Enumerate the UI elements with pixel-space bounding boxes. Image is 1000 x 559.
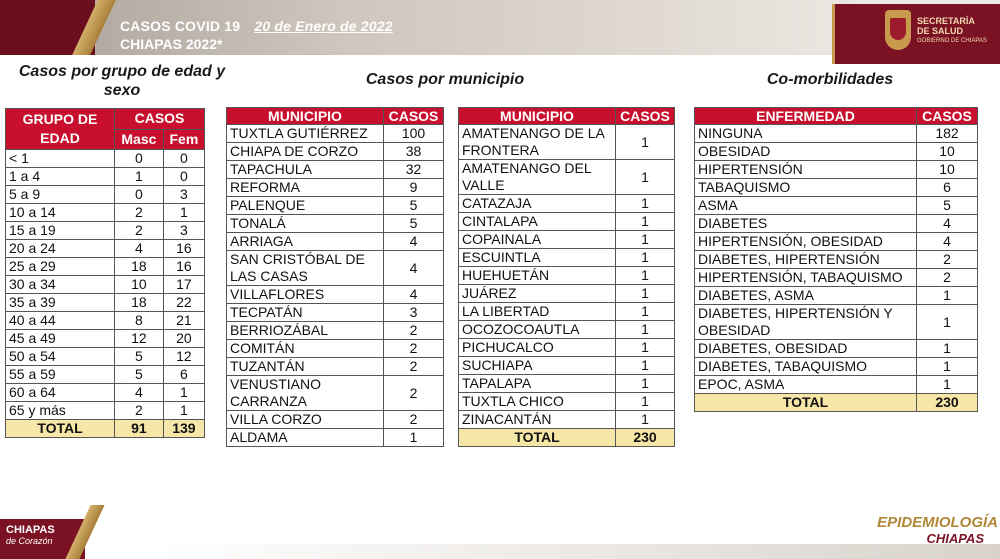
municipio-row-cases: 1 (616, 213, 675, 231)
age-group-cell: 25 a 29 (6, 258, 115, 276)
age-group-cell: 65 y más (6, 402, 115, 420)
municipio-row-name: CINTALAPA (459, 213, 616, 231)
municipio-row-name: ZINACANTÁN (459, 411, 616, 429)
age-fem-cell: 16 (163, 240, 204, 258)
comorb-row-name: DIABETES, TABAQUISMO (695, 358, 917, 376)
municipio-row-cases: 100 (384, 125, 444, 143)
comorb-row (695, 376, 978, 394)
age-group-cell: 50 a 54 (6, 348, 115, 366)
municipio-row-name: COPAINALA (459, 231, 616, 249)
epidemiologia-logo (828, 514, 998, 546)
comorb-row-name: OBESIDAD (695, 143, 917, 161)
age-fem-cell: 12 (163, 348, 204, 366)
comorb-row-cases: 1 (917, 376, 978, 394)
comorb-row-name: HIPERTENSIÓN, OBESIDAD (695, 233, 917, 251)
municipio-row-cases: 1 (384, 429, 444, 447)
age-row (6, 222, 205, 240)
logo-line2: DE SALUD (917, 26, 964, 36)
age-masc-cell: 8 (115, 312, 164, 330)
municipio-row-cases: 1 (616, 339, 675, 357)
comorb-row-cases: 2 (917, 251, 978, 269)
age-row (6, 294, 205, 312)
municipio-row-name: TAPALAPA (459, 375, 616, 393)
age-fem-cell: 3 (163, 222, 204, 240)
comorb-row (695, 125, 978, 143)
comorb-row-cases: 1 (917, 305, 978, 340)
age-header-female: Fem (163, 129, 204, 150)
municipio-row (227, 358, 444, 376)
comorb-row-cases: 4 (917, 233, 978, 251)
age-masc-cell: 0 (115, 150, 164, 168)
age-row (6, 366, 205, 384)
municipio-row-name: VILLA CORZO (227, 411, 384, 429)
age-total-masc: 91 (115, 420, 164, 438)
municipio-row-name: COMITÁN (227, 340, 384, 358)
chiapas-corazon-logo (0, 505, 160, 559)
age-group-cell: 35 a 39 (6, 294, 115, 312)
municipio-row-cases: 3 (384, 304, 444, 322)
age-masc-cell: 18 (115, 258, 164, 276)
municipio-row (227, 179, 444, 197)
header-title (120, 18, 393, 34)
municipio-row (459, 321, 675, 339)
municipio-row-name: CATAZAJA (459, 195, 616, 213)
municipio-row-cases: 1 (616, 249, 675, 267)
comorb-row-cases: 2 (917, 269, 978, 287)
comorb-row-name: DIABETES, HIPERTENSIÓN (695, 251, 917, 269)
municipio-row-name: REFORMA (227, 179, 384, 197)
age-fem-cell: 22 (163, 294, 204, 312)
age-header-cases: CASOS (115, 109, 205, 130)
bottom-bar (160, 544, 1000, 559)
municipio-row-cases: 2 (384, 322, 444, 340)
age-row (6, 168, 205, 186)
age-masc-cell: 10 (115, 276, 164, 294)
municipio-row-cases: 5 (384, 197, 444, 215)
municipio-row-cases: 5 (384, 215, 444, 233)
shield-icon (885, 10, 911, 50)
chiapas-logo-line2: de Corazón (6, 536, 53, 546)
age-row (6, 276, 205, 294)
comorb-row-cases: 1 (917, 358, 978, 376)
age-row (6, 312, 205, 330)
comorb-row (695, 215, 978, 233)
municipio-row-cases: 2 (384, 358, 444, 376)
municipio-row-cases: 1 (616, 231, 675, 249)
municipio-row (227, 215, 444, 233)
age-fem-cell: 1 (163, 402, 204, 420)
chiapas-logo-line1: CHIAPAS (6, 524, 55, 536)
municipio-row (459, 160, 675, 195)
age-fem-cell: 0 (163, 150, 204, 168)
comorb-row-cases: 4 (917, 215, 978, 233)
municipio-row (227, 322, 444, 340)
comorb-row-cases: 6 (917, 179, 978, 197)
municipio-row (459, 375, 675, 393)
comorb-section-title: Co-morbilidades (766, 71, 894, 88)
header-title-text: CASOS COVID 19 (120, 18, 241, 34)
municipio-row-cases: 2 (384, 376, 444, 411)
municipio-row-name: TUXTLA CHICO (459, 393, 616, 411)
age-masc-cell: 12 (115, 330, 164, 348)
age-masc-cell: 5 (115, 366, 164, 384)
municipio-row (459, 357, 675, 375)
age-row (6, 402, 205, 420)
comorb-row-name: EPOC, ASMA (695, 376, 917, 394)
epi-line2: CHIAPAS (926, 531, 984, 546)
municipio-row (459, 195, 675, 213)
age-fem-cell: 1 (163, 384, 204, 402)
municipio-total-value: 230 (616, 429, 675, 447)
municipio-total-label: TOTAL (459, 429, 616, 447)
comorb-row (695, 251, 978, 269)
age-masc-cell: 0 (115, 186, 164, 204)
age-group-cell: 1 a 4 (6, 168, 115, 186)
age-row (6, 258, 205, 276)
age-total-label: TOTAL (6, 420, 115, 438)
municipio-row (459, 303, 675, 321)
age-fem-cell: 16 (163, 258, 204, 276)
age-fem-cell: 20 (163, 330, 204, 348)
municipio-row-cases: 2 (384, 340, 444, 358)
age-row (6, 240, 205, 258)
municipio-row (227, 125, 444, 143)
age-group-cell: 10 a 14 (6, 204, 115, 222)
municipio-row-name: TUZANTÁN (227, 358, 384, 376)
municipio-row (459, 213, 675, 231)
municipio-row-name: LA LIBERTAD (459, 303, 616, 321)
comorb-row (695, 340, 978, 358)
municipio-row-cases: 1 (616, 303, 675, 321)
age-header-group: GRUPO DE EDAD (6, 109, 115, 150)
municipio-row (227, 251, 444, 286)
municipio-row-name: BERRIOZÁBAL (227, 322, 384, 340)
header-date: 20 de Enero de 2022 (254, 18, 393, 34)
comorb-row (695, 305, 978, 340)
municipio-row (459, 231, 675, 249)
municipio-row (227, 143, 444, 161)
comorb-row-cases: 1 (917, 287, 978, 305)
municipio-row-cases: 4 (384, 251, 444, 286)
comorb-row-cases: 5 (917, 197, 978, 215)
municipio-row-name: HUEHUETÁN (459, 267, 616, 285)
municipio-row (227, 304, 444, 322)
comorb-total-label: TOTAL (695, 394, 917, 412)
municipio-row (459, 393, 675, 411)
municipio-row (459, 249, 675, 267)
comorb-row (695, 233, 978, 251)
municipio-row-name: PICHUCALCO (459, 339, 616, 357)
municipio-row-cases: 9 (384, 179, 444, 197)
age-group-cell: 30 a 34 (6, 276, 115, 294)
comorb-row-name: DIABETES, OBESIDAD (695, 340, 917, 358)
municipio-row-cases: 1 (616, 160, 675, 195)
logo-line3: GOBIERNO DE CHIAPAS (917, 38, 987, 44)
age-group-cell: 40 a 44 (6, 312, 115, 330)
age-fem-cell: 6 (163, 366, 204, 384)
age-group-cell: 5 a 9 (6, 186, 115, 204)
comorb-row (695, 358, 978, 376)
age-group-cell: 60 a 64 (6, 384, 115, 402)
age-masc-cell: 4 (115, 384, 164, 402)
municipio-section-title: Casos por municipio (365, 71, 525, 88)
comorb-row-name: HIPERTENSIÓN, TABAQUISMO (695, 269, 917, 287)
municipio-row-name: ALDAMA (227, 429, 384, 447)
municipio-row-name: SAN CRISTÓBAL DE LAS CASAS (227, 251, 384, 286)
age-row (6, 204, 205, 222)
municipio-row-cases: 1 (616, 411, 675, 429)
municipio-row-cases: 1 (616, 267, 675, 285)
municipio-row-name: VENUSTIANO CARRANZA (227, 376, 384, 411)
municipio-row (459, 411, 675, 429)
age-section-title: Casos por grupo de edad y sexo (18, 63, 226, 99)
municipio-row-name: TAPACHULA (227, 161, 384, 179)
age-total-fem: 139 (163, 420, 204, 438)
logo-text (917, 16, 987, 46)
municipio-row (227, 233, 444, 251)
comorb-row-name: DIABETES (695, 215, 917, 233)
secretaria-salud-logo (832, 4, 1000, 64)
comorb-header-cases: CASOS (917, 108, 978, 125)
comorb-table (694, 107, 978, 412)
municipio-row-cases: 2 (384, 411, 444, 429)
municipio-row (459, 267, 675, 285)
comorb-row (695, 179, 978, 197)
comorb-row-name: ASMA (695, 197, 917, 215)
comorb-row (695, 197, 978, 215)
mun2-header-cases: CASOS (616, 108, 675, 125)
municipio-row-name: AMATENANGO DEL VALLE (459, 160, 616, 195)
municipio-row (459, 285, 675, 303)
comorb-row-name: DIABETES, HIPERTENSIÓN Y OBESIDAD (695, 305, 917, 340)
logo-line1: SECRETARÍA (917, 16, 975, 26)
municipio-total-row (459, 429, 675, 447)
municipio-row-name: OCOZOCOAUTLA (459, 321, 616, 339)
comorb-total-value: 230 (917, 394, 978, 412)
municipio-row-cases: 1 (616, 195, 675, 213)
age-row (6, 384, 205, 402)
municipio-row-name: JUÁREZ (459, 285, 616, 303)
municipio-row (227, 161, 444, 179)
mun2-header-name: MUNICIPIO (459, 108, 616, 125)
comorb-row-cases: 10 (917, 161, 978, 179)
municipio-row (227, 429, 444, 447)
municipio-row-cases: 32 (384, 161, 444, 179)
municipio-row (459, 125, 675, 160)
age-header-male: Masc (115, 129, 164, 150)
age-masc-cell: 18 (115, 294, 164, 312)
municipio-row (459, 339, 675, 357)
municipio-row-cases: 4 (384, 233, 444, 251)
age-fem-cell: 0 (163, 168, 204, 186)
municipio-table-2 (458, 107, 675, 447)
comorb-row-cases: 10 (917, 143, 978, 161)
comorb-row (695, 161, 978, 179)
age-masc-cell: 4 (115, 240, 164, 258)
municipio-row-cases: 1 (616, 357, 675, 375)
age-fem-cell: 3 (163, 186, 204, 204)
municipio-table-1 (226, 107, 444, 447)
age-row (6, 330, 205, 348)
age-group-cell: 45 a 49 (6, 330, 115, 348)
age-group-cell: 15 a 19 (6, 222, 115, 240)
municipio-row-cases: 1 (616, 393, 675, 411)
comorb-total-row (695, 394, 978, 412)
comorb-row (695, 287, 978, 305)
municipio-row-name: PALENQUE (227, 197, 384, 215)
municipio-row-cases: 1 (616, 285, 675, 303)
municipio-row-name: AMATENANGO DE LA FRONTERA (459, 125, 616, 160)
municipio-row-cases: 1 (616, 125, 675, 160)
age-fem-cell: 1 (163, 204, 204, 222)
age-masc-cell: 2 (115, 222, 164, 240)
comorb-row (695, 143, 978, 161)
municipio-row (227, 197, 444, 215)
comorb-row (695, 269, 978, 287)
age-row (6, 150, 205, 168)
municipio-row-name: TONALÁ (227, 215, 384, 233)
municipio-row-name: VILLAFLORES (227, 286, 384, 304)
header-banner (0, 0, 860, 55)
municipio-row-cases: 1 (616, 321, 675, 339)
header-subtitle: CHIAPAS 2022* (120, 36, 223, 52)
municipio-row (227, 376, 444, 411)
age-masc-cell: 2 (115, 402, 164, 420)
age-row (6, 348, 205, 366)
municipio-row-name: TECPATÁN (227, 304, 384, 322)
comorb-row-cases: 182 (917, 125, 978, 143)
mun1-header-cases: CASOS (384, 108, 444, 125)
municipio-row-cases: 1 (616, 375, 675, 393)
municipio-row-name: TUXTLA GUTIÉRREZ (227, 125, 384, 143)
comorb-row-name: HIPERTENSIÓN (695, 161, 917, 179)
age-fem-cell: 17 (163, 276, 204, 294)
age-group-cell: 55 a 59 (6, 366, 115, 384)
age-total-row (6, 420, 205, 438)
municipio-row (227, 411, 444, 429)
municipio-row-cases: 4 (384, 286, 444, 304)
comorb-row-name: NINGUNA (695, 125, 917, 143)
comorb-row-cases: 1 (917, 340, 978, 358)
age-row (6, 186, 205, 204)
age-group-cell: 20 a 24 (6, 240, 115, 258)
comorb-row-name: DIABETES, ASMA (695, 287, 917, 305)
age-masc-cell: 5 (115, 348, 164, 366)
municipio-row-name: SUCHIAPA (459, 357, 616, 375)
age-masc-cell: 1 (115, 168, 164, 186)
municipio-row-name: ARRIAGA (227, 233, 384, 251)
municipio-row-name: ESCUINTLA (459, 249, 616, 267)
age-fem-cell: 21 (163, 312, 204, 330)
municipio-row (227, 340, 444, 358)
age-group-cell: < 1 (6, 150, 115, 168)
age-masc-cell: 2 (115, 204, 164, 222)
mun1-header-name: MUNICIPIO (227, 108, 384, 125)
epi-line1: EPIDEMIOLOGÍA (877, 514, 998, 531)
municipio-row (227, 286, 444, 304)
municipio-row-name: CHIAPA DE CORZO (227, 143, 384, 161)
municipio-row-cases: 38 (384, 143, 444, 161)
logo-text-block (6, 525, 55, 547)
comorb-header-disease: ENFERMEDAD (695, 108, 917, 125)
comorb-row-name: TABAQUISMO (695, 179, 917, 197)
age-table (5, 108, 205, 438)
